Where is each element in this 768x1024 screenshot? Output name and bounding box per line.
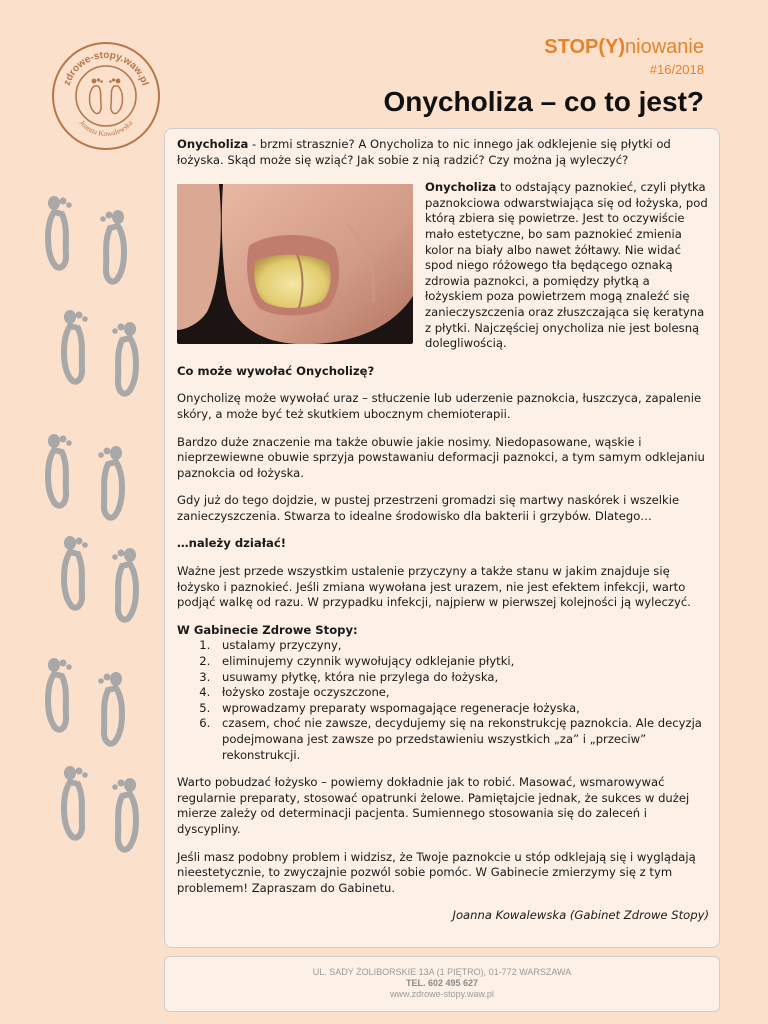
svg-text:Joanna Kowalewska [78, 118, 135, 138]
logo-url-text: zdrowe-stopy.waw.pl [61, 49, 151, 87]
causes-heading: Co może wywołać Onycholizę? [177, 363, 375, 378]
definition-section [177, 180, 709, 352]
treatment-step: 6. czasem, choć nie zawsze, decydujemy się na rekonstrukcję paznokcia. Ale decyzja podejmowana jest zawsze po przedstawieniu wszystkich „za” i „przeciw” rekonstrukcji. [214, 716, 709, 763]
issue-number: #16/2018 [649, 62, 704, 77]
care-paragraph: Warto pobudzać łożysko – powiemy dokładnie jak to robić. Masować, wsmarowywać regularnie preparaty, stosować opatrunki żelowe. Pamiętajcie jednak, że sukces w dużej mierze zależy od determinacji pacjenta. Sumiennego stosowania się do zaleceń i dyscypliny. [177, 775, 690, 836]
article-box [164, 128, 720, 948]
footprint-pair-6 [64, 766, 136, 850]
footprint-pair-3 [48, 434, 122, 518]
definition-term: Onycholiza [425, 180, 497, 195]
treatment-steps-list [177, 638, 709, 763]
treatment-step: 3. usuwamy płytkę, która nie przylega do łożyska, [214, 670, 709, 686]
clinic-heading: W Gabinecie Zdrowe Stopy: [177, 622, 358, 637]
intro-text: - brzmi strasznie? A Onycholiza to nic innego jak odklejenie się płytki od łożyska. Skąd może się wziąć? Jak sobie z nią radzić? Czy można ją wyleczyć? [177, 137, 671, 167]
treatment-step: 5. wprowadzamy preparaty wspomagające regeneracje łożyska, [214, 701, 709, 717]
logo-name-text: Joanna Kowalewska [77, 118, 135, 139]
svg-text:zdrowe-stopy.waw.pl [62, 50, 151, 87]
footprint-pair-4 [64, 536, 136, 620]
series-title-bold: STOP(Y) [544, 36, 626, 58]
footer-website[interactable]: www.zdrowe-stopy.waw.pl [390, 989, 494, 999]
footprints-decoration [40, 186, 140, 906]
footprint-pair-5 [48, 658, 122, 744]
act-heading: …należy działać! [177, 536, 286, 551]
causes-paragraph: Onycholizę może wywołać uraz – stłuczenie lub uderzenie paznokcia, łuszczyca, zapalenie skóry, a może być też skutkiem ubocznym chemioterapii. [177, 391, 702, 421]
act-paragraph: Ważne jest przede wszystkim ustalenie przyczyny a także stanu w jakim znajduje się łożysko i paznokieć. Jeśli zmiana wywołana jest urazem, nie jest efektem infekcji, warto podjąć walkę od razu. W przypadku infekcji, najpierw w pierwszej kolejności ją wyleczyć. [177, 564, 691, 610]
footer-address: UL. SADY ŻOLIBORSKIE 13A (1 PIĘTRO), 01-772 WARSZAWA [312, 967, 572, 977]
intro-term: Onycholiza [177, 137, 249, 151]
intro-paragraph [177, 137, 709, 168]
treatment-step: 1. ustalamy przyczyny, [214, 638, 709, 654]
page-title: Onycholiza – co to jest? [383, 86, 704, 117]
footer-contact [164, 956, 720, 1012]
series-title-rest: niowanie [625, 36, 704, 58]
shoes-paragraph: Bardzo duże znaczenie ma także obuwie jakie nosimy. Niedopasowane, wąskie i nieprzewiewne obuwie sprzyja powstawaniu deformacji paznokci, a tym samym odklejaniu paznokcia od łożyska. [177, 434, 705, 480]
clinic-logo [50, 40, 162, 152]
toenail-photo [177, 184, 413, 344]
treatment-step: 4. łożysko zostaje oczyszczone, [214, 685, 709, 701]
footprint-pair-2 [64, 310, 136, 394]
footprint-pair-1 [48, 196, 124, 282]
invite-paragraph: Jeśli masz podobny problem i widzisz, że Twoje paznokcie u stóp odklejają się i wyglądają nieestetycznie, to zwyczajnie pozwól sobie pomóc. W Gabinecie zmierzymy się z tym problemem! Zapraszam do Gabinetu. [177, 849, 696, 895]
author-signature: Joanna Kowalewska (Gabinet Zdrowe Stopy) [452, 908, 709, 923]
definition-text: to odstający paznokieć, czyli płytka paznokciowa odwarstwiająca się od łożyska, pod którą zbiera się powietrze. Jest to oczywiście mało estetyczne, bo sam paznokieć zmienia kolor na biały albo nawet żółtawy. Nie widać spod niego różowego tła będącego oznaką zdrowia paznokci, a pomiędzy płytką a łożyskiem poza powietrzem mogą znaleźć się zanieczyszczenia oraz złuszczająca się keratyna z płytki. Najczęściej onycholiza nie jest bolesną dolegliwością. [425, 180, 708, 351]
treatment-step: 2. eliminujemy czynnik wywołujący odklejanie płytki, [214, 654, 709, 670]
footer-phone: TEL. 602 495 627 [405, 978, 479, 988]
space-paragraph: Gdy już do tego dojdzie, w pustej przestrzeni gromadzi się martwy naskórek i wszelkie zanieczyszczenia. Stwarza to idealne środowisko dla bakterii i grzybów. Dlatego… [177, 493, 680, 523]
series-title [544, 36, 704, 59]
